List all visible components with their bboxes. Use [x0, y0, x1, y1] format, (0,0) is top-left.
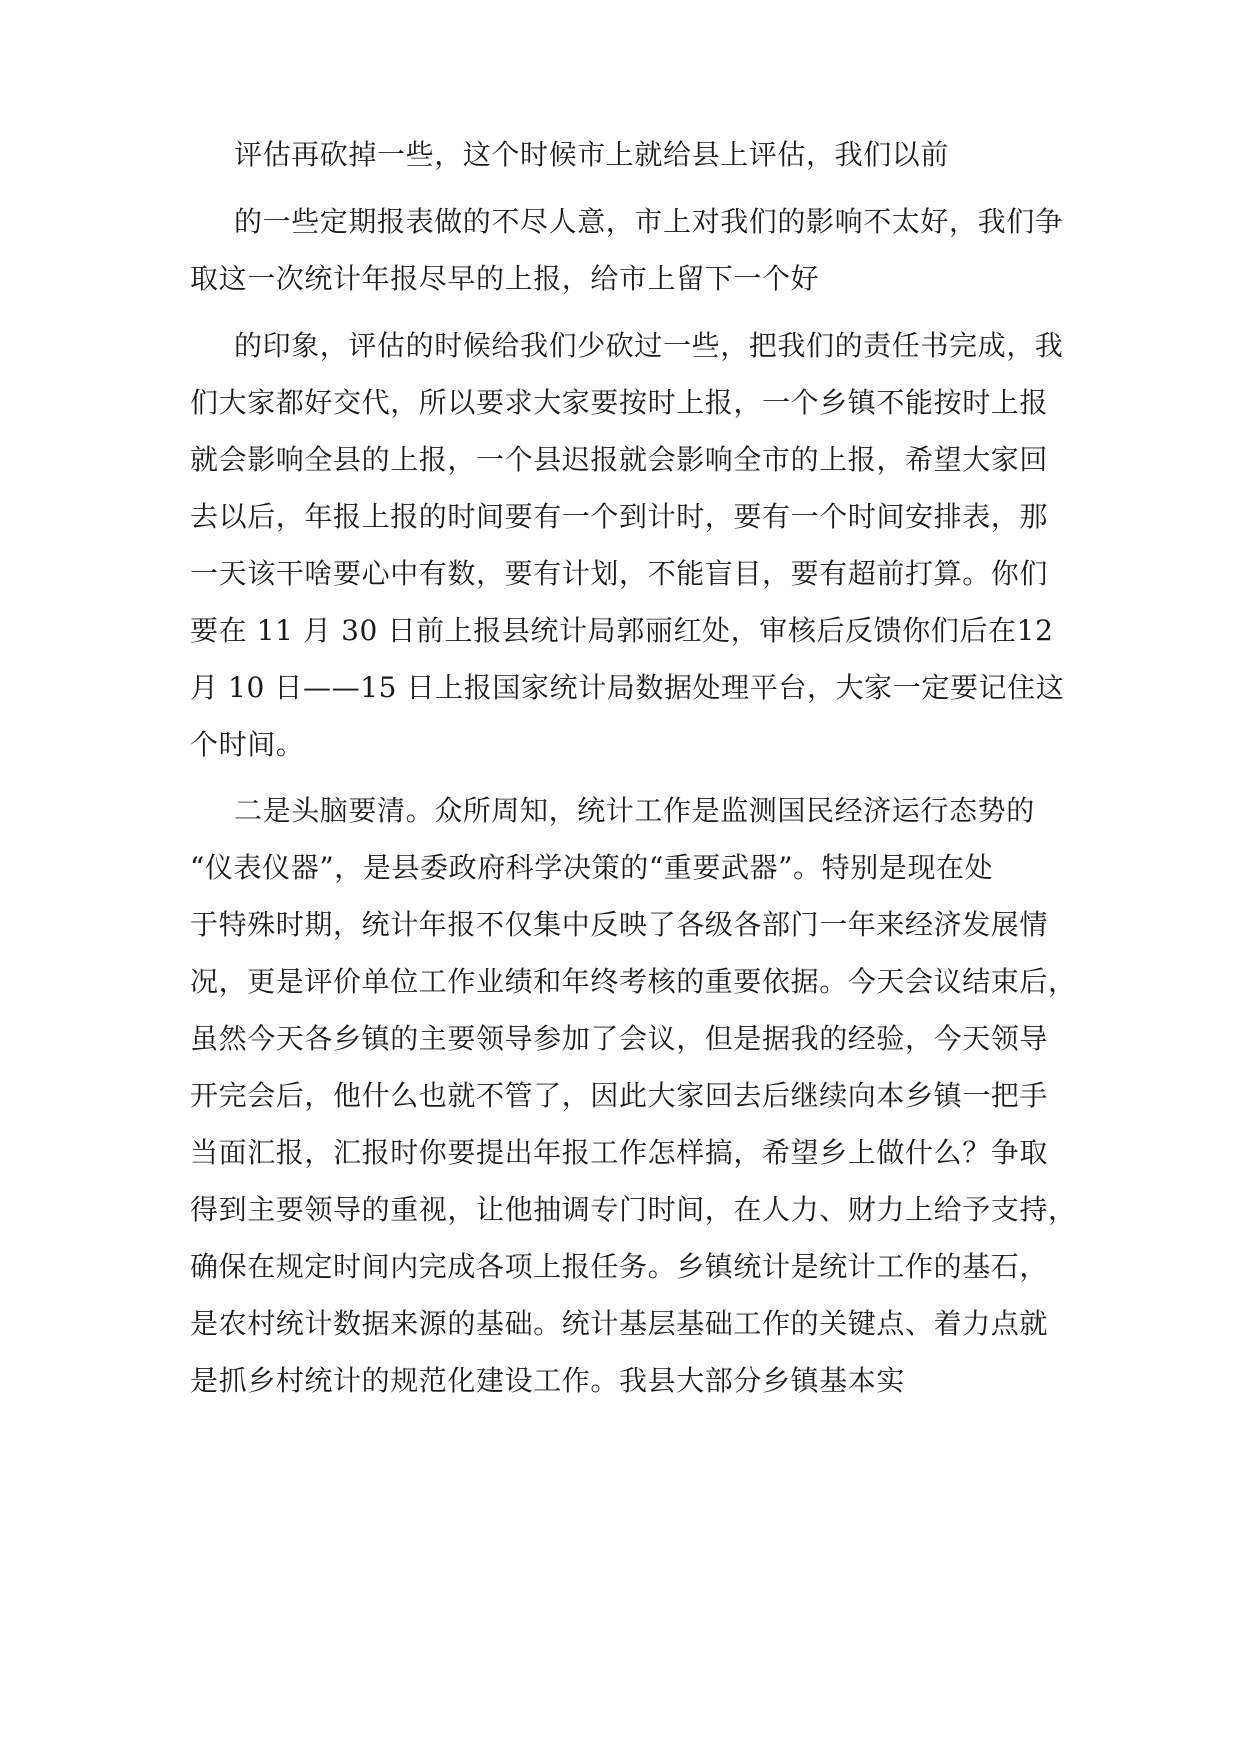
text-line: 一天该干啥要心中有数，要有计划，不能盲目，要有超前打算。你们 — [190, 557, 1049, 590]
text-line: 的印象，评估的时候给我们少砍过一些，把我们的责任书完成，我 — [234, 329, 1064, 362]
text-line: 确保在规定时间内完成各项上报任务。乡镇统计是统计工作的基石， — [190, 1250, 1049, 1283]
text-line: 的一些定期报表做的不尽人意，市上对我们的影响不太好，我们争 — [234, 205, 1064, 238]
text-line: 况，更是评价单位工作业绩和年终考核的重要依据。今天会议结束后， — [190, 965, 1077, 998]
text-line: 就会影响全县的上报，一个县迟报就会影响全市的上报，希望大家回 — [190, 443, 1049, 476]
text-line: 们大家都好交代，所以要求大家要按时上报，一个乡镇不能按时上报 — [190, 386, 1049, 419]
text-line: 得到主要领导的重视，让他抽调专门时间，在人力、财力上给予支持， — [190, 1193, 1077, 1226]
text-line: 于特殊时期，统计年报不仅集中反映了各级各部门一年来经济发展情 — [190, 908, 1049, 941]
text-line: 二是头脑要清。众所周知，统计工作是监测国民经济运行态势的 — [234, 794, 1035, 827]
text-line: 个时间。 — [190, 728, 305, 761]
text-line: 是抓乡村统计的规范化建设工作。我县大部分乡镇基本实 — [190, 1364, 906, 1397]
text-line: 取这一次统计年报尽早的上报，给市上留下一个好 — [190, 262, 820, 295]
text-line: 当面汇报，汇报时你要提出年报工作怎样搞，希望乡上做什么？争取 — [190, 1136, 1049, 1169]
text-line: 要在 11 月 30 日前上报县统计局郭丽红处，审核后反馈你们后在12 — [190, 614, 1054, 647]
text-line: 是农村统计数据来源的基础。统计基层基础工作的关键点、着力点就 — [190, 1307, 1049, 1340]
text-line: 月 10 日——15 日上报国家统计局数据处理平台，大家一定要记住这 — [190, 671, 1065, 704]
text-line: 去以后，年报上报的时间要有一个到计时，要有一个时间安排表，那 — [190, 500, 1049, 533]
text-line: 虽然今天各乡镇的主要领导参加了会议，但是据我的经验，今天领导 — [190, 1022, 1049, 1055]
text-line: 评估再砍掉一些，这个时候市上就给县上评估，我们以前 — [234, 138, 950, 171]
text-line: 开完会后，他什么也就不管了，因此大家回去后继续向本乡镇一把手 — [190, 1079, 1049, 1112]
text-line: “仪表仪器”，是县委政府科学决策的“重要武器”。特别是现在处 — [190, 851, 994, 884]
